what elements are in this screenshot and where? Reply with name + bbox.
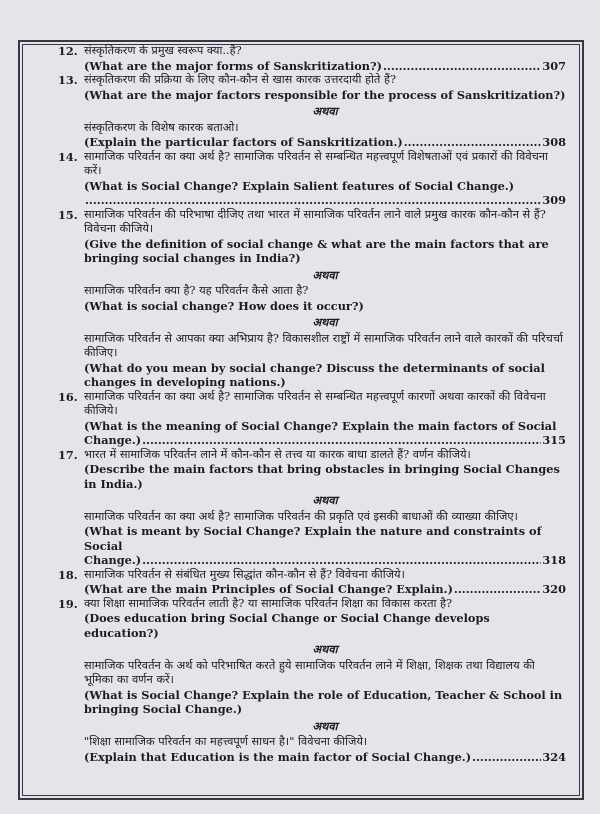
- or-separator: अथवा: [312, 642, 338, 656]
- question-number: 18.: [58, 567, 78, 582]
- question-english: (What are the major factors responsible for the process of Sanskritization?): [84, 87, 566, 102]
- leader-dots: [472, 750, 541, 765]
- leader-dots: [142, 433, 541, 448]
- leader-dots: [85, 193, 541, 208]
- question-english-line: [84, 433, 566, 448]
- page-number: 309: [542, 193, 566, 207]
- question-english-line: [84, 135, 566, 150]
- question-hindi: क्या शिक्षा सामाजिक परिवर्तन लाती है? या सामाजिक परिवर्तन शिक्षा का विकास करता है?: [84, 596, 453, 610]
- question-english: (What is Social Change? Explain Salient features of Social Change.): [84, 178, 515, 193]
- question-hindi: संस्कृतिकरण की प्रक्रिया के लिए कौन-कौन से खास कारक उत्तरदायी होते हैं?: [84, 73, 396, 86]
- question-number: 16.: [58, 389, 78, 404]
- alternate-english: (Explain that Education is the main factor of Social Change.): [84, 749, 472, 764]
- alternate-english: (What is meant by Social Change? Explain the nature and constraints of Social: [84, 524, 542, 553]
- question-number: 12.: [58, 44, 78, 58]
- question-hindi: सामाजिक परिवर्तन की परिभाषा दीजिए तथा भारत में सामाजिक परिवर्तन लाने वाले प्रमुख कारक कौन-कौन से हैं? विवेचना कीजिये।: [84, 207, 546, 235]
- question-english-line: [84, 193, 566, 208]
- alternate-hindi: सामाजिक परिवर्तन का क्या अर्थ है? सामाजिक परिवर्तन की प्रकृति एवं इसकी बाधाओं की व्याख्या कीजिए।: [84, 509, 518, 523]
- question-16: [58, 390, 566, 448]
- question-english-line: [84, 582, 566, 597]
- question-number: 13.: [58, 73, 78, 87]
- question-english: (What are the major forms of Sanskritization?): [84, 58, 382, 73]
- page-number: 315: [542, 433, 566, 447]
- question-17: [58, 448, 566, 568]
- alternate-english-cont: Change.): [84, 553, 142, 567]
- page-number: 324: [542, 749, 566, 764]
- question-english: (What are the main Principles of Social Change? Explain.): [84, 582, 453, 596]
- alternate-hindi: "शिक्षा सामाजिक परिवर्तन का महत्त्वपूर्ण साधन है।" विवेचना कीजिये।: [84, 735, 368, 748]
- alternate-english-cont: bringing Social Change.): [84, 702, 243, 716]
- question-14: [58, 150, 566, 208]
- alternate-english: (What is Social Change? Explain the role of Education, Teacher & School in: [84, 687, 563, 702]
- question-hindi: सामाजिक परिवर्तन का क्या अर्थ है? सामाजिक परिवर्तन से सम्बन्धित महत्त्वपूर्ण कारणों अथवा कारकों की विवेचना कीजिये।: [84, 389, 546, 417]
- question-12: [58, 44, 566, 73]
- question-13: [58, 73, 566, 150]
- or-separator: अथवा: [312, 493, 338, 507]
- question-english-line: [84, 59, 566, 74]
- or-separator: अथवा: [312, 718, 338, 733]
- leader-dots: [142, 553, 541, 568]
- alternate-english: (What do you mean by social change? Discuss the determinants of social changes in developing nations.): [84, 360, 545, 389]
- question-english-line: [84, 553, 566, 568]
- or-separator: अथवा: [312, 104, 338, 118]
- question-english: (What is the meaning of Social Change? Explain the main factors of Social: [84, 418, 557, 433]
- or-separator: अथवा: [312, 315, 338, 329]
- question-number: 15.: [58, 207, 78, 222]
- question-hindi: भारत में सामाजिक परिवर्तन लाने में कौन-कौन से तत्त्व या कारक बाधा डालते हैं? वर्णन कीजिये।: [84, 447, 471, 461]
- alternate-hindi: संस्कृतिकरण के विशेष कारक बताओ।: [84, 120, 239, 134]
- alternate-hindi: सामाजिक परिवर्तन क्या है? यह परिवर्तन कैसे आता है?: [84, 284, 309, 297]
- question-number: 19.: [58, 596, 78, 611]
- page-number: 307: [542, 58, 566, 73]
- question-hindi: सामाजिक परिवर्तन से संबंधित मुख्य सिद्धांत कौन-कौन से हैं? विवेचना कीजिये।: [84, 567, 405, 581]
- question-hindi: संस्कृतिकरण के प्रमुख स्वरूप क्या..हैं?: [84, 44, 242, 57]
- alternate-hindi: सामाजिक परिवर्तन से आपका क्या अभिप्राय है? विकासशील राष्ट्रों में सामाजिक परिवर्तन लाने वाले कारकों की परिचर्चा कीजिए।: [84, 331, 563, 359]
- question-15: [58, 208, 566, 390]
- question-number: 14.: [58, 149, 78, 164]
- alternate-english: (Explain the particular factors of Sanskritization.): [84, 135, 403, 149]
- question-english-line: [84, 750, 566, 765]
- contents-list: [58, 44, 566, 764]
- page-number: 320: [542, 582, 566, 596]
- page-number: 308: [542, 135, 566, 149]
- question-english: (Does education bring Social Change or Social Change develops education?): [84, 611, 490, 640]
- alternate-hindi: सामाजिक परिवर्तन के अर्थ को परिभाषित करते हुये सामाजिक परिवर्तन लाने में शिक्षा, शिक्षक तथा विद्यालय की भूमिका का वर्णन करें।: [84, 658, 535, 686]
- question-number: 17.: [58, 447, 78, 462]
- question-english: (Describe the main factors that bring obstacles in bringing Social Changes in India.): [84, 462, 560, 491]
- question-18: [58, 568, 566, 597]
- question-hindi: सामाजिक परिवर्तन का क्या अर्थ है? सामाजिक परिवर्तन से सम्बन्धित महत्त्वपूर्ण विशेषताओं एवं प्रकारों की विवेचना करें।: [84, 149, 548, 177]
- question-english: (Give the definition of social change & what are the main factors that are bringing social changes in India?): [84, 236, 549, 265]
- leader-dots: [404, 135, 542, 150]
- alternate-english: (What is social change? How does it occur?): [84, 298, 364, 313]
- question-english-cont: Change.): [84, 433, 142, 447]
- leader-dots: [383, 59, 541, 74]
- question-19: [58, 597, 566, 765]
- or-separator: अथवा: [312, 267, 338, 282]
- page-number: 318: [542, 553, 566, 567]
- leader-dots: [454, 582, 541, 597]
